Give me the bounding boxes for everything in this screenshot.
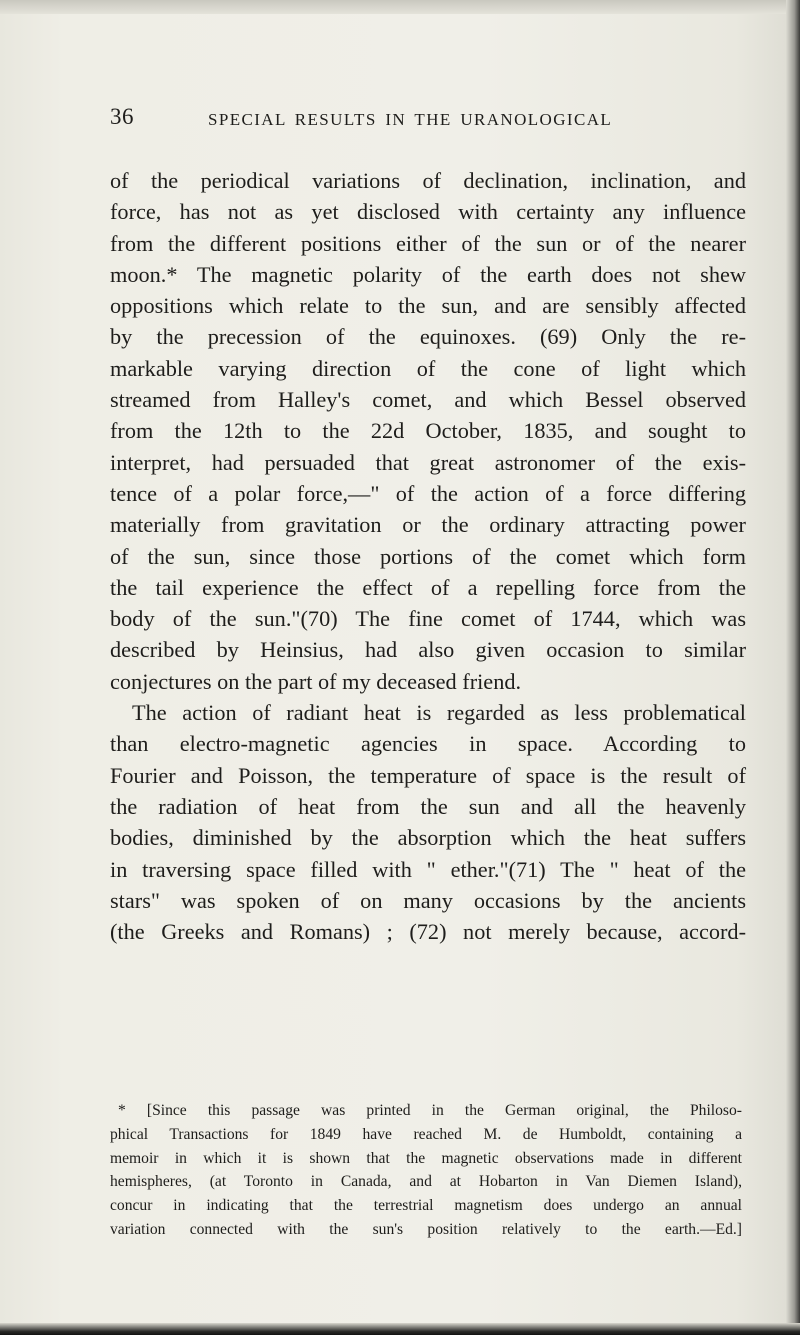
page-binding-edge bbox=[786, 0, 800, 1335]
text-line: tence of a polar force,—" of the action of a force differing bbox=[110, 480, 746, 506]
footnote-line: concur in indicating that the terrestrial magnetism does undergo an annual bbox=[110, 1197, 742, 1215]
text-line: from the 12th to the 22d October, 1835, and sought to bbox=[110, 418, 746, 444]
text-line: interpret, had persuaded that great astronomer of the exis- bbox=[110, 449, 746, 475]
footnote-line: memoir in which it is shown that the magnetic observations made in different bbox=[110, 1149, 742, 1167]
footnote-line: phical Transactions for 1849 have reached M. de Humboldt, containing a bbox=[110, 1125, 742, 1143]
page-number: 36 bbox=[110, 104, 134, 129]
text-line: streamed from Halley's comet, and which Bessel observed bbox=[110, 387, 746, 413]
text-line: of the sun, since those portions of the comet which form bbox=[110, 543, 746, 569]
footnote-line: * [Since this passage was printed in the German original, the Philoso- bbox=[118, 1102, 742, 1119]
text-line: from the different positions either of the sun or of the nearer bbox=[110, 230, 746, 256]
text-line: conjectures on the part of my deceased friend. bbox=[110, 668, 522, 694]
page-top-edge bbox=[0, 0, 800, 14]
text-line: force, has not as yet disclosed with certainty any influence bbox=[110, 199, 746, 225]
text-line: than electro-magnetic agencies in space. According to bbox=[110, 731, 746, 757]
running-head bbox=[110, 104, 670, 144]
text-line: materially from gravitation or the ordinary attracting power bbox=[110, 512, 746, 538]
text-line: Fourier and Poisson, the temperature of space is the result of bbox=[110, 762, 746, 788]
page-bottom-edge bbox=[0, 1323, 800, 1335]
text-line: oppositions which relate to the sun, and are sensibly affected bbox=[110, 293, 746, 319]
text-line: by the precession of the equinoxes. (69) Only the re- bbox=[110, 324, 746, 350]
text-line: of the periodical variations of declination, inclination, and bbox=[110, 168, 746, 193]
text-line: body of the sun."(70) The fine comet of 1744, which was bbox=[110, 606, 746, 632]
footnote-line: hemispheres, (at Toronto in Canada, and at Hobarton in Van Diemen Island), bbox=[110, 1173, 742, 1191]
running-title: SPECIAL RESULTS IN THE URANOLOGICAL bbox=[208, 110, 613, 129]
footnote-line: variation connected with the sun's position relatively to the earth.—Ed.] bbox=[110, 1220, 742, 1238]
text-line: The action of radiant heat is regarded as less problematical bbox=[132, 700, 746, 726]
footnote bbox=[110, 1099, 742, 1242]
text-line: described by Heinsius, had also given occasion to similar bbox=[110, 637, 746, 663]
body-text bbox=[110, 165, 746, 947]
text-line: bodies, diminished by the absorption which the heat suffers bbox=[110, 825, 746, 851]
text-line: (the Greeks and Romans) ; (72) not merely because, accord- bbox=[110, 919, 746, 945]
text-line: markable varying direction of the cone of light which bbox=[110, 355, 746, 381]
text-line: the tail experience the effect of a repelling force from the bbox=[110, 574, 746, 600]
text-line: stars" was spoken of on many occasions by the ancients bbox=[110, 887, 746, 913]
text-line: the radiation of heat from the sun and all the heavenly bbox=[110, 793, 746, 819]
text-line: in traversing space filled with " ether."(71) The " heat of the bbox=[110, 856, 746, 882]
text-line: moon.* The magnetic polarity of the earth does not shew bbox=[110, 261, 746, 287]
